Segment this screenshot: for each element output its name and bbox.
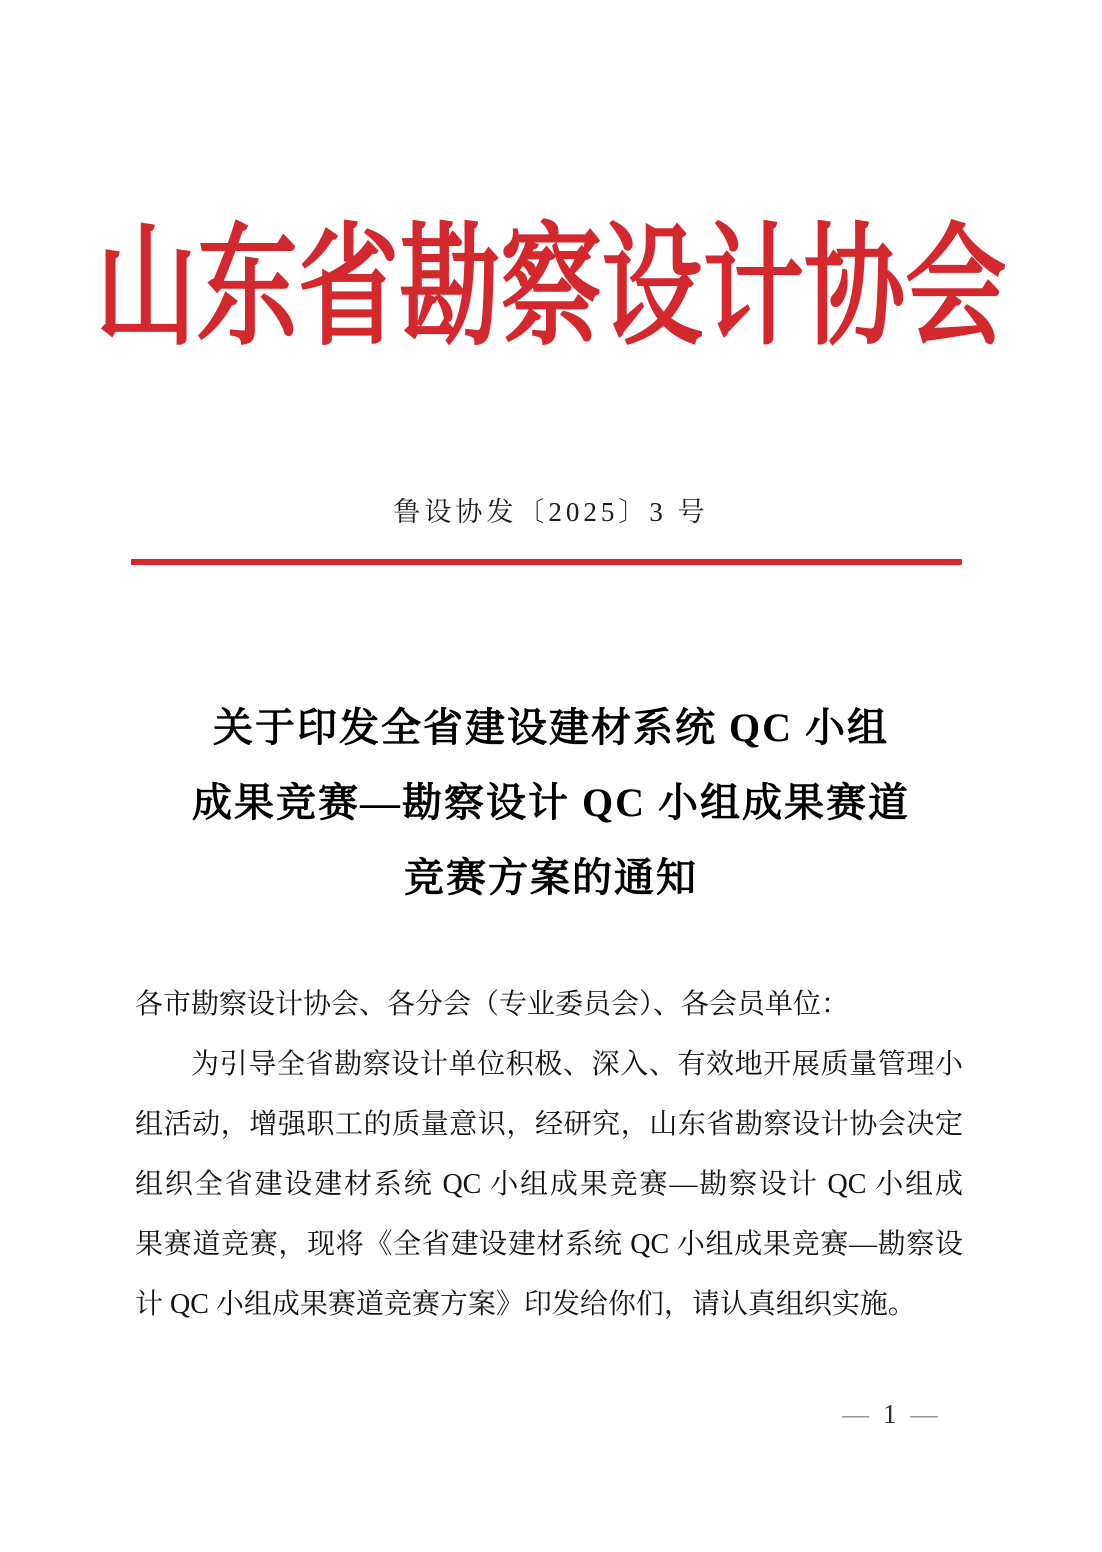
letterhead-title: 山东省勘察设计协会: [95, 214, 1007, 362]
footer-right-dash: —: [910, 1399, 938, 1429]
page-number-footer: [840, 1398, 940, 1430]
body-line: 组活动，增强职工的质量意识，经研究，山东省勘察设计协会决定: [135, 1109, 963, 1140]
body-line: 果赛道竞赛，现将《全省建设建材系统 QC 小组成果竞赛—勘察设: [135, 1229, 963, 1260]
body-line: 组织全省建设建材系统 QC 小组成果竞赛—勘察设计 QC 小组成: [135, 1169, 963, 1200]
notice-body: [135, 975, 963, 1335]
document-number: 鲁设协发〔2025〕3 号: [393, 497, 709, 527]
body-line: 为引导全省勘察设计单位积极、深入、有效地开展质量管理小: [191, 1049, 963, 1080]
notice-title: [0, 690, 1102, 915]
notice-title-line-3: 竞赛方案的通知: [404, 855, 698, 900]
notice-title-line-1: 关于印发全省建设建材系统 QC 小组: [213, 705, 889, 750]
body-line: 计 QC 小组成果赛道竞赛方案》印发给你们，请认真组织实施。: [135, 1289, 916, 1320]
page-number: 1: [883, 1399, 897, 1429]
notice-title-line-2: 成果竞赛—勘察设计 QC 小组成果赛道: [192, 780, 910, 825]
letterhead: [0, 214, 1102, 362]
footer-left-dash: —: [842, 1399, 869, 1429]
red-separator-line: [131, 559, 962, 565]
salutation-line: 各市勘察设计协会、各分会（专业委员会）、各会员单位：: [135, 989, 850, 1020]
